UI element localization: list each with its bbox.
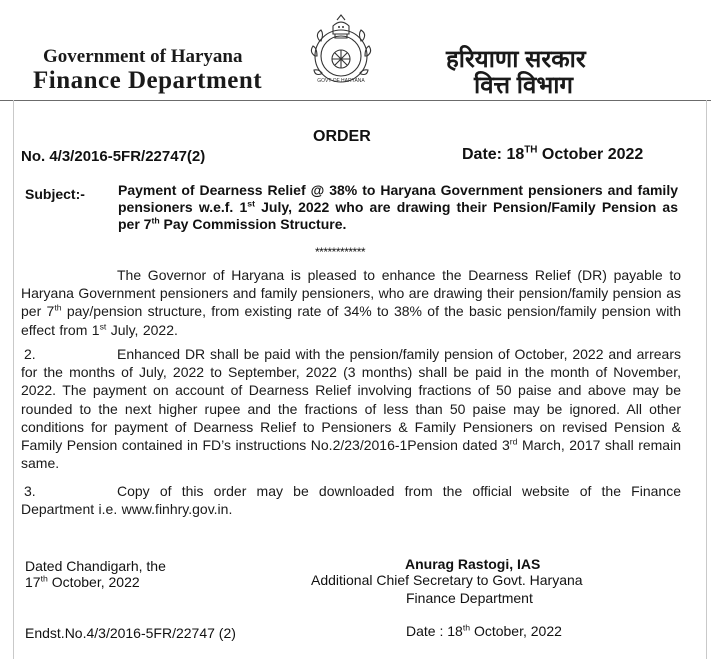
signatory-name: Anurag Rastogi, IAS (405, 556, 541, 572)
paragraph-2-number: 2. (24, 346, 36, 362)
order-date: Date: 18TH October 2022 (462, 144, 644, 163)
subject-label: Subject:- (25, 186, 85, 202)
signatory-department: Finance Department (406, 590, 533, 606)
dated-place: Dated Chandigarh, the (25, 558, 166, 574)
paragraph-3-number: 3. (24, 483, 36, 499)
department-name-hindi: वित्त विभाग (474, 72, 573, 99)
header-divider (0, 100, 711, 101)
paragraph-3: 3. Copy of this order may be downloaded from the official website of the Finance Department i.e. www.finhry.gov.in. (21, 483, 681, 518)
endorsement-date: Date : 18th October, 2022 (406, 622, 562, 639)
left-margin-line (13, 100, 14, 659)
right-margin-line (706, 100, 707, 659)
haryana-emblem-icon (301, 12, 381, 92)
order-number: No. 4/3/2016-5FR/22747(2) (21, 148, 206, 165)
svg-text:GOVT OF HARYANA: GOVT OF HARYANA (317, 78, 365, 84)
section-separator: ************ (315, 245, 366, 259)
government-name-hindi: हरियाणा सरकार (446, 46, 586, 73)
paragraph-2: 2. Enhanced DR shall be paid with the pension/family pension of October, 2022 and arrears for the months of July, 2022 to September, 2022 (3 months) shall be paid in the month of November, 2022. The payment on account of Dearness Relief involving fractions of 50 paise and above may be rounded to the next higher rupee and the fractions of less than 50 paise may be ignored. All other conditions for payment of Dearness Relief to Pensioners & Family Pensioners on revised Pension & Family Pension contained in FD’s instructions No.2/23/2016-1Pension dated 3rd March, 2017 shall remain same. (21, 346, 681, 472)
order-title: ORDER (313, 128, 371, 145)
department-name-english: Finance Department (33, 67, 263, 94)
signatory-title: Additional Chief Secretary to Govt. Haryana (311, 572, 583, 588)
dated-date: 17th October, 2022 (25, 573, 140, 590)
subject-text: Payment of Dearness Relief @ 38% to Haryana Government pensioners and family pensioners w.e.f. 1st July, 2022 who are drawing their Pension/Family Pension as per 7th Pay Commission Structure. (118, 182, 678, 232)
endorsement-number: Endst.No.4/3/2016-5FR/22747 (2) (25, 625, 236, 641)
paragraph-1: The Governor of Haryana is pleased to enhance the Dearness Relief (DR) payable to Haryana Government pensioners and family pensioners, who are drawing their pension/family pension as per 7th pay/pension structure, from existing rate of 34% to 38% of the basic pension/family pension with effect from 1st July, 2022. (21, 267, 681, 338)
government-name-english: Government of Haryana (43, 46, 243, 67)
